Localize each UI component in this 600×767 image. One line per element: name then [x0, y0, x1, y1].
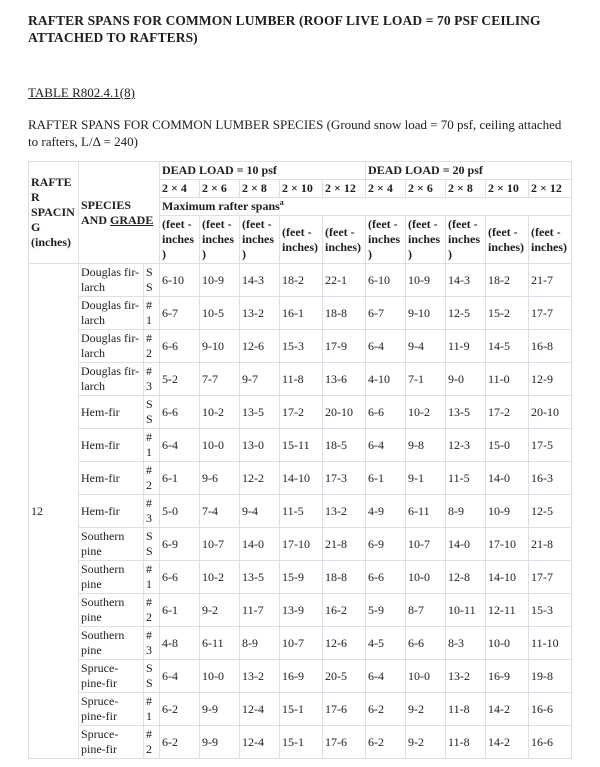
- span-value-cell: 15-3: [280, 330, 323, 363]
- span-value-cell: 17-2: [280, 396, 323, 429]
- span-value-cell: 13-2: [446, 660, 486, 693]
- span-value-cell: 17-3: [323, 462, 366, 495]
- header-size-dl20-4: 2 × 12: [529, 180, 572, 198]
- span-value-cell: 10-0: [406, 660, 446, 693]
- header-dead-load-10: DEAD LOAD = 10 psf: [160, 162, 366, 180]
- table-row: [29, 330, 572, 363]
- span-value-cell: 6-2: [160, 726, 200, 759]
- span-value-cell: 12-5: [446, 297, 486, 330]
- span-value-cell: 6-11: [200, 627, 240, 660]
- span-value-cell: 10-9: [406, 264, 446, 297]
- span-value-cell: 7-4: [200, 495, 240, 528]
- span-value-cell: 16-9: [280, 660, 323, 693]
- span-value-cell: 11-8: [446, 693, 486, 726]
- page-title: RAFTER SPANS FOR COMMON LUMBER (ROOF LIVE LOAD = 70 PSF CEILING ATTACHED TO RAFTERS): [28, 13, 541, 45]
- span-value-cell: 6-2: [160, 693, 200, 726]
- header-dead-load-20: DEAD LOAD = 20 psf: [366, 162, 572, 180]
- rafter-spacing-value: 12: [29, 264, 79, 759]
- span-value-cell: 18-8: [323, 297, 366, 330]
- header-unit-feet-inches: (feet - inches): [529, 216, 572, 264]
- span-value-cell: 7-1: [406, 363, 446, 396]
- span-value-cell: 16-6: [529, 693, 572, 726]
- span-value-cell: 9-4: [406, 330, 446, 363]
- span-value-cell: 10-7: [406, 528, 446, 561]
- span-value-cell: 8-7: [406, 594, 446, 627]
- span-value-cell: 19-8: [529, 660, 572, 693]
- header-unit-feet-inches: (feet - inches): [406, 216, 446, 264]
- span-value-cell: 6-4: [160, 660, 200, 693]
- header-size-dl20-0: 2 × 4: [366, 180, 406, 198]
- span-value-cell: 12-11: [486, 594, 529, 627]
- grade-cell: SS: [144, 396, 160, 429]
- span-value-cell: 15-9: [280, 561, 323, 594]
- header-unit-feet-inches: (feet - inches): [446, 216, 486, 264]
- species-cell: Southern pine: [79, 627, 144, 660]
- grade-cell: SS: [144, 528, 160, 561]
- grade-cell: #1: [144, 297, 160, 330]
- header-size-dl10-0: 2 × 4: [160, 180, 200, 198]
- table-row: [29, 660, 572, 693]
- span-value-cell: 12-6: [323, 627, 366, 660]
- grade-link[interactable]: GRADE: [110, 212, 154, 227]
- span-value-cell: 14-5: [486, 330, 529, 363]
- header-size-dl20-2: 2 × 8: [446, 180, 486, 198]
- span-value-cell: 14-2: [486, 726, 529, 759]
- span-value-cell: 9-2: [406, 693, 446, 726]
- header-unit-feet-inches: (feet - inches): [323, 216, 366, 264]
- grade-cell: #1: [144, 561, 160, 594]
- span-value-cell: 12-4: [240, 726, 280, 759]
- span-value-cell: 14-2: [486, 693, 529, 726]
- span-value-cell: 12-2: [240, 462, 280, 495]
- span-value-cell: 6-2: [366, 693, 406, 726]
- span-value-cell: 9-8: [406, 429, 446, 462]
- species-cell: Southern pine: [79, 594, 144, 627]
- span-value-cell: 9-9: [200, 726, 240, 759]
- span-value-cell: 8-9: [240, 627, 280, 660]
- span-value-cell: 6-1: [160, 594, 200, 627]
- span-value-cell: 17-10: [280, 528, 323, 561]
- span-value-cell: 12-6: [240, 330, 280, 363]
- header-size-dl10-2: 2 × 8: [240, 180, 280, 198]
- table-row: [29, 495, 572, 528]
- span-value-cell: 6-7: [160, 297, 200, 330]
- grade-cell: #2: [144, 726, 160, 759]
- span-value-cell: 11-7: [240, 594, 280, 627]
- header-size-dl10-1: 2 × 6: [200, 180, 240, 198]
- span-value-cell: 16-6: [529, 726, 572, 759]
- max-rafter-spans-label: Maximum rafter spans: [162, 199, 280, 213]
- span-value-cell: 10-7: [200, 528, 240, 561]
- span-value-cell: 6-4: [366, 429, 406, 462]
- span-value-cell: 11-9: [446, 330, 486, 363]
- species-cell: Hem-fir: [79, 462, 144, 495]
- span-value-cell: 18-5: [323, 429, 366, 462]
- span-value-cell: 10-5: [200, 297, 240, 330]
- grade-cell: #2: [144, 462, 160, 495]
- span-value-cell: 10-0: [200, 660, 240, 693]
- grade-cell: SS: [144, 264, 160, 297]
- span-value-cell: 15-2: [486, 297, 529, 330]
- table-caption: RAFTER SPANS FOR COMMON LUMBER SPECIES (Ground snow load = 70 psf, ceiling attached to rafters, L/Δ = 240): [28, 117, 562, 149]
- span-value-cell: 13-0: [240, 429, 280, 462]
- span-value-cell: 8-9: [446, 495, 486, 528]
- species-cell: Douglas fir-larch: [79, 363, 144, 396]
- span-value-cell: 13-6: [323, 363, 366, 396]
- header-unit-feet-inches: (feet - inches): [366, 216, 406, 264]
- span-value-cell: 10-0: [406, 561, 446, 594]
- span-value-cell: 7-7: [200, 363, 240, 396]
- table-row: [29, 363, 572, 396]
- span-value-cell: 17-5: [529, 429, 572, 462]
- species-cell: Hem-fir: [79, 429, 144, 462]
- span-value-cell: 17-9: [323, 330, 366, 363]
- span-value-cell: 11-0: [486, 363, 529, 396]
- span-value-cell: 6-4: [366, 660, 406, 693]
- species-cell: Spruce-pine-fir: [79, 660, 144, 693]
- table-row: [29, 528, 572, 561]
- span-value-cell: 13-5: [446, 396, 486, 429]
- grade-cell: #2: [144, 594, 160, 627]
- span-value-cell: 6-7: [366, 297, 406, 330]
- header-species-grade-prefix: SPECIES AND: [81, 197, 132, 227]
- span-value-cell: 15-1: [280, 693, 323, 726]
- species-cell: Hem-fir: [79, 495, 144, 528]
- table-row: [29, 396, 572, 429]
- span-value-cell: 16-8: [529, 330, 572, 363]
- table-row: [29, 627, 572, 660]
- header-size-dl10-4: 2 × 12: [323, 180, 366, 198]
- span-value-cell: 4-9: [366, 495, 406, 528]
- span-value-cell: 6-6: [160, 396, 200, 429]
- span-value-cell: 15-0: [486, 429, 529, 462]
- header-max-rafter-spans: [160, 198, 572, 216]
- span-value-cell: 11-5: [446, 462, 486, 495]
- header-unit-feet-inches: (feet - inches): [280, 216, 323, 264]
- span-value-cell: 9-10: [406, 297, 446, 330]
- span-value-cell: 6-10: [160, 264, 200, 297]
- span-value-cell: 11-8: [280, 363, 323, 396]
- footnote-marker-a: a: [279, 198, 284, 207]
- table-reference-link[interactable]: TABLE R802.4.1(8): [28, 85, 135, 100]
- table-row: [29, 594, 572, 627]
- span-value-cell: 6-6: [160, 561, 200, 594]
- span-value-cell: 6-10: [366, 264, 406, 297]
- span-value-cell: 5-2: [160, 363, 200, 396]
- species-cell: Douglas fir-larch: [79, 264, 144, 297]
- span-value-cell: 21-8: [529, 528, 572, 561]
- span-value-cell: 16-3: [529, 462, 572, 495]
- span-value-cell: 20-10: [323, 396, 366, 429]
- span-value-cell: 9-2: [406, 726, 446, 759]
- span-value-cell: 9-2: [200, 594, 240, 627]
- span-value-cell: 10-0: [200, 429, 240, 462]
- span-value-cell: 21-7: [529, 264, 572, 297]
- span-value-cell: 6-2: [366, 726, 406, 759]
- header-size-dl10-3: 2 × 10: [280, 180, 323, 198]
- span-value-cell: 15-11: [280, 429, 323, 462]
- species-cell: Spruce-pine-fir: [79, 726, 144, 759]
- span-value-cell: 17-6: [323, 726, 366, 759]
- header-unit-feet-inches: (feet - inches): [240, 216, 280, 264]
- span-value-cell: 17-7: [529, 297, 572, 330]
- table-row: [29, 462, 572, 495]
- span-value-cell: 10-9: [200, 264, 240, 297]
- span-value-cell: 15-3: [529, 594, 572, 627]
- span-value-cell: 6-9: [160, 528, 200, 561]
- span-value-cell: 14-10: [486, 561, 529, 594]
- table-row: [29, 297, 572, 330]
- span-value-cell: 6-9: [366, 528, 406, 561]
- span-value-cell: 10-11: [446, 594, 486, 627]
- span-value-cell: 17-10: [486, 528, 529, 561]
- span-value-cell: 6-6: [160, 330, 200, 363]
- span-value-cell: 14-0: [446, 528, 486, 561]
- header-species-grade: [79, 162, 160, 264]
- table-row: [29, 726, 572, 759]
- span-value-cell: 12-8: [446, 561, 486, 594]
- span-value-cell: 12-3: [446, 429, 486, 462]
- span-value-cell: 8-3: [446, 627, 486, 660]
- span-value-cell: 11-8: [446, 726, 486, 759]
- span-value-cell: 9-1: [406, 462, 446, 495]
- span-value-cell: 13-2: [240, 297, 280, 330]
- span-value-cell: 6-6: [366, 561, 406, 594]
- span-value-cell: 11-10: [529, 627, 572, 660]
- span-value-cell: 4-5: [366, 627, 406, 660]
- species-cell: Douglas fir-larch: [79, 297, 144, 330]
- span-value-cell: 20-10: [529, 396, 572, 429]
- grade-cell: #1: [144, 429, 160, 462]
- span-value-cell: 13-5: [240, 561, 280, 594]
- span-value-cell: 10-9: [486, 495, 529, 528]
- span-value-cell: 14-3: [446, 264, 486, 297]
- span-value-cell: 10-2: [406, 396, 446, 429]
- span-value-cell: 16-1: [280, 297, 323, 330]
- span-value-cell: 9-6: [200, 462, 240, 495]
- grade-cell: #1: [144, 693, 160, 726]
- span-value-cell: 12-4: [240, 693, 280, 726]
- span-value-cell: 12-5: [529, 495, 572, 528]
- rafter-span-table: [28, 161, 572, 759]
- span-value-cell: 9-4: [240, 495, 280, 528]
- species-cell: Southern pine: [79, 561, 144, 594]
- grade-cell: SS: [144, 660, 160, 693]
- span-value-cell: 10-2: [200, 561, 240, 594]
- span-value-cell: 17-2: [486, 396, 529, 429]
- species-cell: Spruce-pine-fir: [79, 693, 144, 726]
- span-value-cell: 14-3: [240, 264, 280, 297]
- span-value-cell: 13-5: [240, 396, 280, 429]
- span-value-cell: 4-8: [160, 627, 200, 660]
- span-value-cell: 6-4: [366, 330, 406, 363]
- span-value-cell: 18-2: [486, 264, 529, 297]
- span-value-cell: 5-0: [160, 495, 200, 528]
- header-size-dl20-1: 2 × 6: [406, 180, 446, 198]
- span-value-cell: 11-5: [280, 495, 323, 528]
- header-size-dl20-3: 2 × 10: [486, 180, 529, 198]
- span-value-cell: 20-5: [323, 660, 366, 693]
- span-value-cell: 13-9: [280, 594, 323, 627]
- header-rafter-spacing: RAFTER SPACING (inches): [29, 162, 79, 264]
- span-value-cell: 12-9: [529, 363, 572, 396]
- span-value-cell: 6-11: [406, 495, 446, 528]
- header-unit-feet-inches: (feet - inches): [486, 216, 529, 264]
- species-cell: Hem-fir: [79, 396, 144, 429]
- span-value-cell: 14-10: [280, 462, 323, 495]
- span-value-cell: 10-7: [280, 627, 323, 660]
- species-cell: Southern pine: [79, 528, 144, 561]
- grade-cell: #3: [144, 495, 160, 528]
- header-group-row: [29, 162, 572, 180]
- span-value-cell: 6-6: [366, 396, 406, 429]
- span-value-cell: 10-0: [486, 627, 529, 660]
- span-value-cell: 14-0: [240, 528, 280, 561]
- span-value-cell: 16-2: [323, 594, 366, 627]
- span-value-cell: 22-1: [323, 264, 366, 297]
- span-value-cell: 13-2: [323, 495, 366, 528]
- table-reference: [28, 85, 572, 100]
- span-value-cell: 10-2: [200, 396, 240, 429]
- span-value-cell: 9-9: [200, 693, 240, 726]
- span-value-cell: 9-7: [240, 363, 280, 396]
- table-row: [29, 429, 572, 462]
- span-value-cell: 17-7: [529, 561, 572, 594]
- span-value-cell: 18-2: [280, 264, 323, 297]
- species-cell: Douglas fir-larch: [79, 330, 144, 363]
- span-value-cell: 15-1: [280, 726, 323, 759]
- span-value-cell: 5-9: [366, 594, 406, 627]
- span-value-cell: 9-10: [200, 330, 240, 363]
- span-value-cell: 6-1: [160, 462, 200, 495]
- span-value-cell: 18-8: [323, 561, 366, 594]
- table-row: [29, 693, 572, 726]
- header-unit-feet-inches: (feet - inches): [200, 216, 240, 264]
- span-value-cell: 21-8: [323, 528, 366, 561]
- table-row: [29, 264, 572, 297]
- header-unit-feet-inches: (feet - inches): [160, 216, 200, 264]
- grade-cell: #3: [144, 627, 160, 660]
- grade-cell: #2: [144, 330, 160, 363]
- grade-cell: #3: [144, 363, 160, 396]
- span-value-cell: 4-10: [366, 363, 406, 396]
- span-value-cell: 13-2: [240, 660, 280, 693]
- span-value-cell: 6-1: [366, 462, 406, 495]
- span-value-cell: 14-0: [486, 462, 529, 495]
- table-row: [29, 561, 572, 594]
- span-value-cell: 6-4: [160, 429, 200, 462]
- span-value-cell: 16-9: [486, 660, 529, 693]
- span-value-cell: 9-0: [446, 363, 486, 396]
- span-value-cell: 17-6: [323, 693, 366, 726]
- span-value-cell: 6-6: [406, 627, 446, 660]
